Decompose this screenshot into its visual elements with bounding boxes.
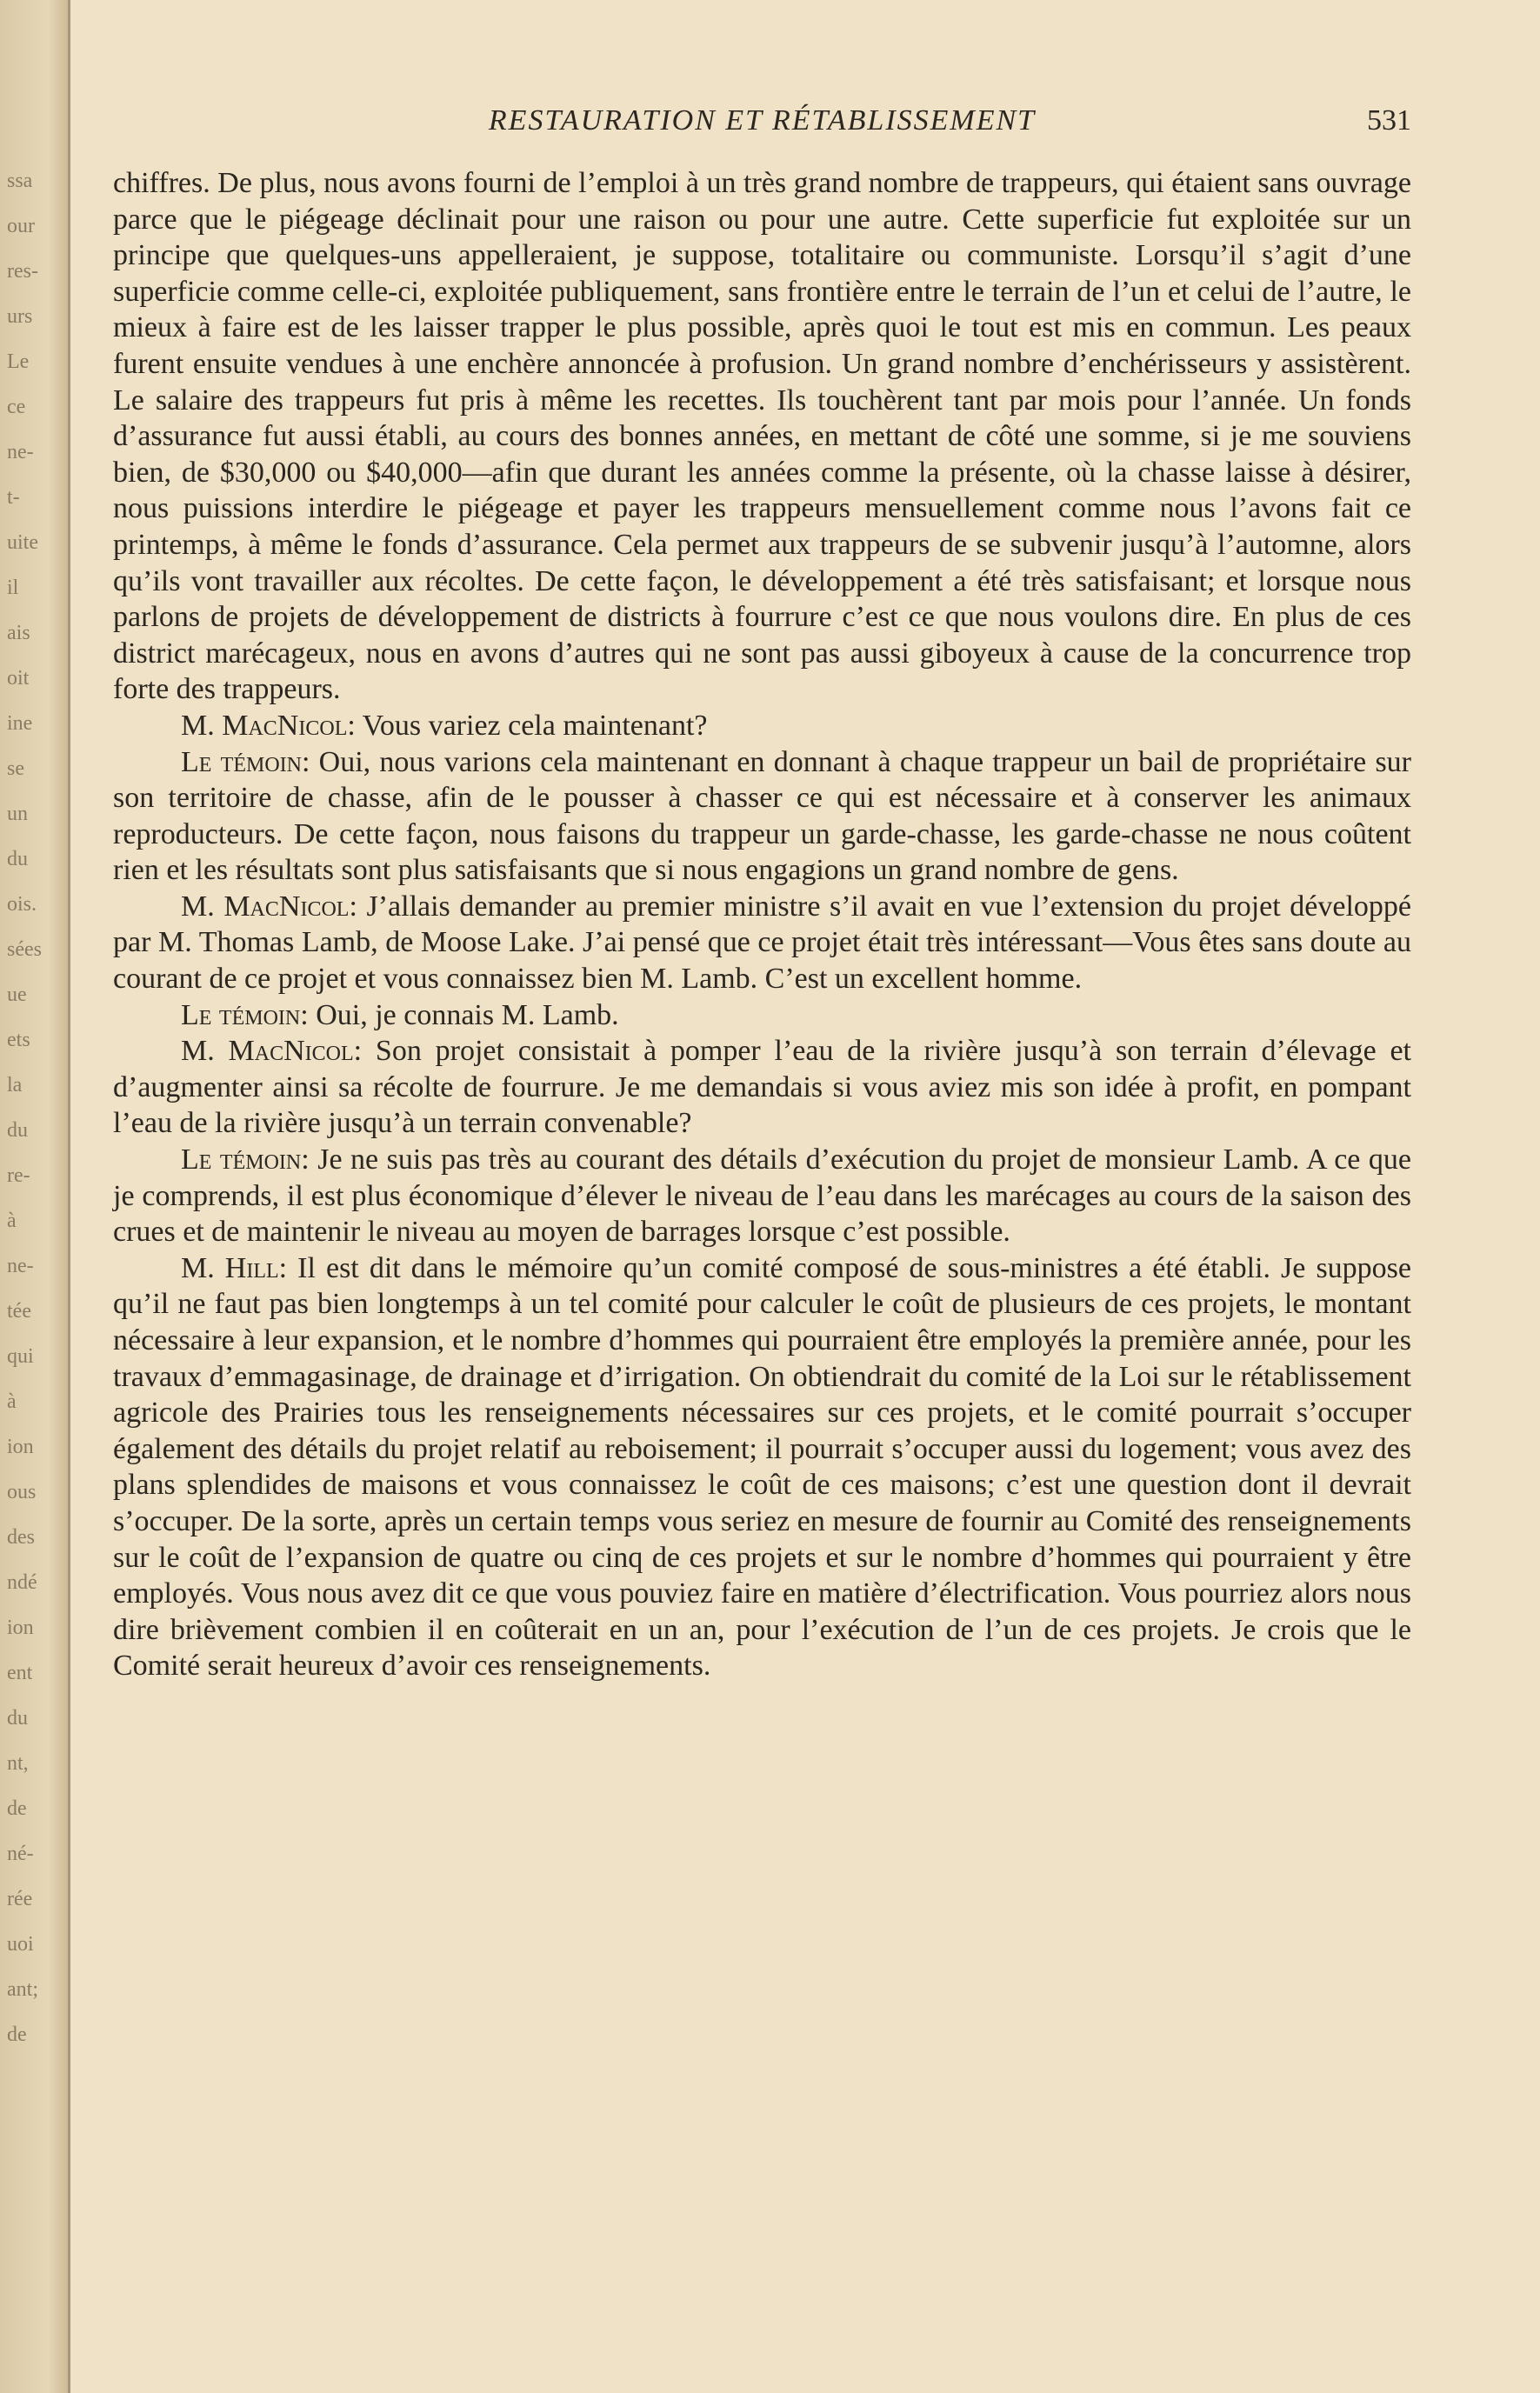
margin-fragment: Le (7, 350, 30, 373)
margin-fragment: ois. (7, 893, 37, 916)
paragraph (113, 708, 1411, 744)
margin-fragment: ne- (7, 1255, 34, 1277)
page-number: 531 (1367, 104, 1411, 137)
paragraph (113, 997, 1411, 1034)
margin-fragment: né- (7, 1843, 34, 1865)
margin-fragment: la (7, 1074, 23, 1097)
paragraph (113, 1033, 1411, 1142)
page-header (113, 104, 1411, 157)
paragraph-text: Oui, nous varions cela maintenant en donnant à chaque trappeur un bail de propriétaire sur son territoire de chasse, afin de le pousser à chasser ce qui est nécessaire et à conserver les animaux reproducteurs. De cette façon, nous faisons du trappeur un garde-chasse, les garde-chasse ne nous coûtent rien et les résultats sont plus satisfaisants que si nous engagions un grand nombre de gens. (113, 745, 1411, 887)
margin-fragment: qui (7, 1345, 34, 1368)
margin-fragment: our (7, 215, 35, 237)
margin-fragment: re- (7, 1164, 30, 1187)
paragraph (113, 1250, 1411, 1684)
margin-fragment: du (7, 848, 28, 870)
margin-fragment: se (7, 757, 24, 780)
speaker-label: M. MacNicol: (181, 890, 357, 923)
paragraph-text: J’allais demander au premier ministre s’il avait en vue l’extension du projet développé par M. Thomas Lamb, de Moose Lake. J’ai pensé que ce projet était très intéressant—Vous êtes sans doute au courant de ce projet et vous connaissez bien M. Lamb. C’est un excellent homme. (113, 890, 1411, 996)
margin-fragment: t- (7, 486, 20, 509)
margin-fragment: de (7, 1797, 27, 1820)
margin-fragment: ue (7, 983, 27, 1006)
margin-fragment: à (7, 1390, 17, 1413)
paragraph-text: Je ne suis pas très au courant des détails d’exécution du projet de monsieur Lamb. A ce que je comprends, il est plus économique d’élever le niveau de l’eau dans les marécages au cours de la saison des crues et de maintenir le niveau au moyen de barrages lorsque c’est possible. (113, 1143, 1411, 1249)
margin-fragment: ant; (7, 1978, 38, 2001)
paragraph (113, 165, 1411, 708)
margin-fragment: un (7, 803, 28, 825)
paragraph-text: Vous variez cela maintenant? (355, 709, 708, 742)
margin-fragment: ine (7, 712, 33, 735)
margin-fragment: des (7, 1526, 35, 1549)
paragraph-text: Il est dit dans le mémoire qu’un comité composé de sous-ministres a été établi. Je suppose qu’il ne faut pas bien longtemps à un tel comité pour calculer le coût de plusieurs de ces projets, le montant nécessaire à leur expansion, et le nombre d’hommes qui pourraient être employés la première année, pour les travaux d’emmagasinage, de drainage et d’irrigation. On obtiendrait du comité de la Loi sur le rétablissement agricole des Prairies tous les renseignements nécessaires sur ces projets, et le comité pourrait s’occuper également des détails du projet relatif au reboisement; il pourrait s’occuper aussi du logement; vous avez des plans splendides de maisons et vous connaissez le coût de ces maisons; c’est une question dont il devrait s’occuper. De la sorte, après un certain temps vous seriez en mesure de fournir au Comité des renseignements sur le coût de l’expansion de quatre ou cinq de ces projets et sur le nombre d’hommes qui pourraient y être employés. Vous nous avez dit ce que vous pouviez faire en matière d’électrification. Vous pourriez alors nous dire brièvement combien il en coûterait en un an, pour l’exécution de l’un de ces projets. Je crois que le Comité serait heureux d’avoir ces renseignements. (113, 1251, 1411, 1683)
margin-fragment: oit (7, 667, 30, 690)
body-text (113, 165, 1411, 1684)
margin-fragment: uite (7, 531, 38, 554)
binding-gutter (0, 0, 70, 2393)
margin-fragment: uoi (7, 1933, 34, 1956)
margin-fragment: ssa (7, 170, 33, 192)
margin-fragment: urs (7, 305, 33, 328)
margin-fragment: de (7, 2023, 27, 2046)
running-title: RESTAURATION ET RÉTABLISSEMENT (488, 104, 1037, 137)
margin-fragment: ent (7, 1662, 33, 1684)
margin-fragment: ais (7, 622, 30, 644)
margin-fragment: du (7, 1119, 28, 1142)
margin-fragment: ne- (7, 441, 34, 463)
margin-fragment: ion (7, 1436, 34, 1458)
margin-fragment: du (7, 1707, 28, 1730)
margin-fragment: tée (7, 1300, 31, 1323)
document-page (113, 104, 1411, 1684)
margin-fragment: ets (7, 1029, 30, 1051)
speaker-label: Le témoin: (181, 1143, 310, 1177)
paragraph (113, 744, 1411, 889)
speaker-label: M. Hill: (181, 1251, 288, 1284)
paragraph-text: chiffres. De plus, nous avons fourni de l’emploi à un très grand nombre de trappeurs, qui étaient sans ouvrage parce que le piégeage déclinait pour une raison ou pour une autre. Cette superficie fut exploitée sur un principe que quelques-uns appelleraient, je suppose, totalitaire ou communiste. Lorsqu’il s’agit d’une superficie comme celle-ci, exploitée publiquement, sans frontière entre le terrain de l’un et celui de l’autre, le mieux à faire est de les laisser trapper le plus possible, après quoi le tout est mis en commun. Les peaux furent ensuite vendues à une enchère annoncée à profusion. Un grand nombre d’enchérisseurs y assistèrent. Le salaire des trappeurs fut pris à même les recettes. Ils touchèrent tant par mois pour l’année. Un fonds d’assurance fut aussi établi, au cours des bonnes années, en mettant de côté une somme, si je me souviens bien, de $30,000 ou $40,000—afin que durant les années comme la présente, où la chasse laisse à désirer, nous puissions interdire le piégeage et payer les trappeurs mensuellement comme nous l’avons fait ce printemps, à même le fonds d’assurance. Cela permet aux trappeurs de se subvenir jusqu’à l’automne, alors qu’ils vont travailler aux récoltes. De cette façon, le développement a été très satisfaisant; et lorsque nous parlons de projets de développement de districts à fourrure c’est ce que nous voulons dire. En plus de ces district marécageux, nous en avons d’autres qui ne sont pas aussi giboyeux à cause de la concurrence trop forte des trappeurs. (113, 167, 1411, 706)
speaker-label: Le témoin: (181, 998, 309, 1031)
margin-fragment: ion (7, 1616, 34, 1639)
margin-fragment: ce (7, 396, 26, 418)
margin-fragment: res- (7, 260, 38, 283)
speaker-label: M. MacNicol: (181, 709, 356, 742)
speaker-label: Le témoin: (181, 745, 310, 778)
paragraph (113, 1142, 1411, 1250)
margin-fragment: nt, (7, 1752, 29, 1775)
speaker-label: M. MacNicol: (181, 1035, 363, 1068)
paragraph-text: Son projet consistait à pomper l’eau de la rivière jusqu’à son terrain d’élevage et d’augmenter ainsi sa récolte de fourrure. Je me demandais si vous aviez mis son idée à profit, en pompant l’eau de la rivière jusqu’à un terrain convenable? (113, 1035, 1411, 1140)
margin-fragment: ndé (7, 1571, 37, 1594)
paragraph-text: Oui, je connais M. Lamb. (308, 998, 619, 1031)
margin-fragment: il (7, 577, 19, 599)
margin-fragment: sées (7, 938, 42, 961)
margin-fragment: ous (7, 1481, 37, 1503)
margin-fragment: rée (7, 1888, 33, 1910)
paragraph (113, 889, 1411, 997)
margin-fragment: à (7, 1210, 17, 1232)
